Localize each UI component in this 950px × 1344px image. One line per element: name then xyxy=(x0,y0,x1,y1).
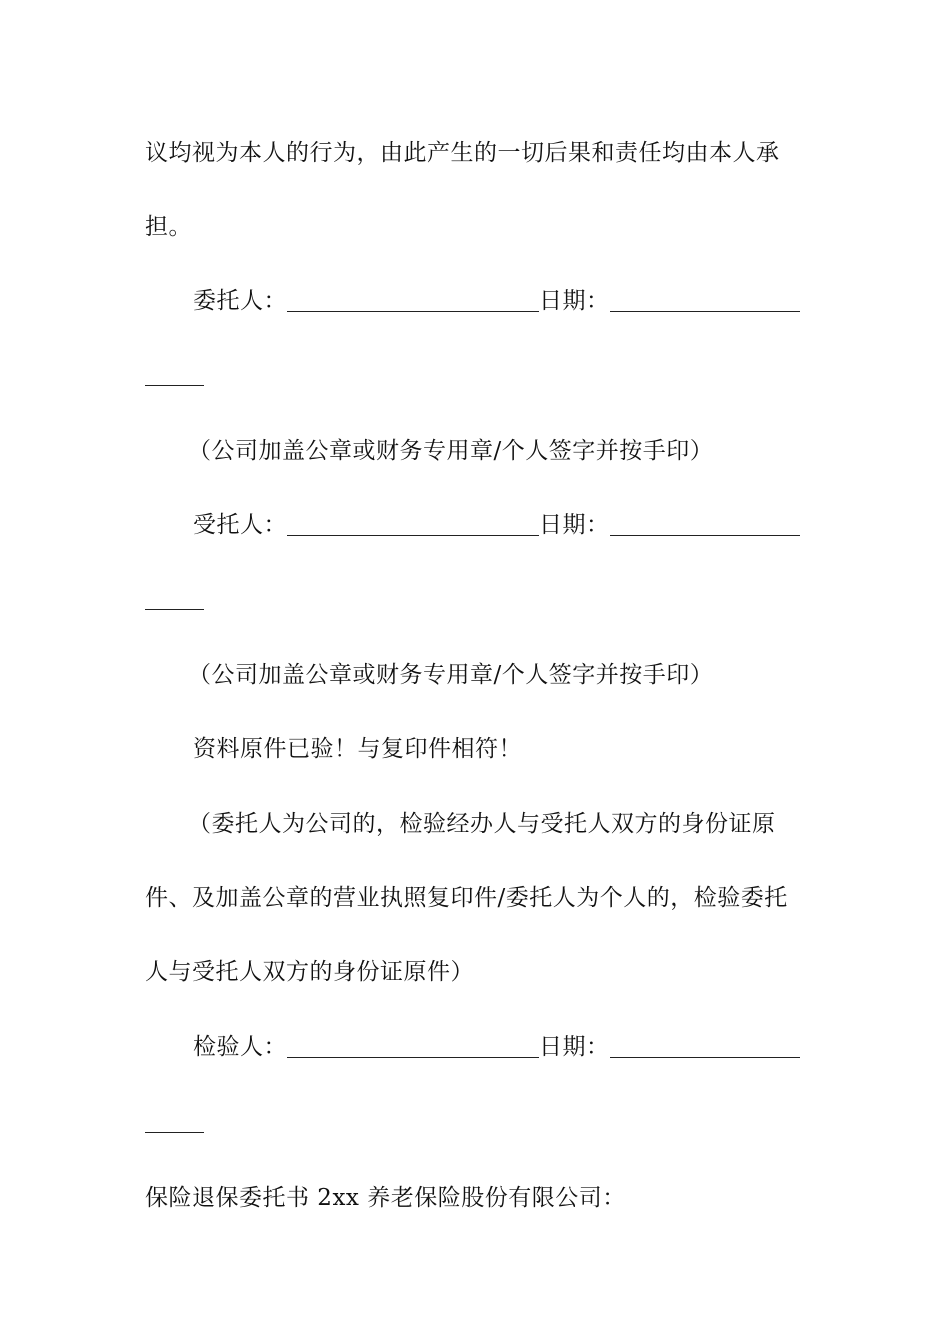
paragraph-line: 议均视为本人的行为，由此产生的一切后果和责任均由本人承 xyxy=(145,140,780,166)
seal-note: （公司加盖公章或财务专用章/个人签字并按手印） xyxy=(188,438,714,464)
client-date-blank[interactable] xyxy=(610,291,800,312)
agent-label: 受托人： xyxy=(193,512,287,538)
agent-signature-row xyxy=(193,510,873,540)
verification-note: 件、及加盖公章的营业执照复印件/委托人为个人的，检验委托 xyxy=(145,885,788,911)
inspector-date-label: 日期： xyxy=(539,1034,610,1060)
inspector-signature-blank[interactable] xyxy=(287,1037,539,1058)
inspector-date-blank-continuation xyxy=(145,1132,204,1134)
paragraph-line: 担。 xyxy=(145,214,192,240)
seal-note: （公司加盖公章或财务专用章/个人签字并按手印） xyxy=(188,662,714,688)
verification-note: 人与受托人双方的身份证原件） xyxy=(145,959,474,985)
client-label: 委托人： xyxy=(193,288,287,314)
inspector-date-blank[interactable] xyxy=(610,1037,800,1058)
agent-date-blank[interactable] xyxy=(610,515,800,536)
inspector-signature-row xyxy=(193,1032,873,1062)
client-date-label: 日期： xyxy=(539,288,610,314)
agent-date-blank-continuation xyxy=(145,609,204,611)
verification-note: （委托人为公司的，检验经办人与受托人双方的身份证原 xyxy=(188,811,776,837)
agent-date-label: 日期： xyxy=(539,512,610,538)
next-document-title: 保险退保委托书 2xx 养老保险股份有限公司： xyxy=(145,1185,626,1211)
verified-statement: 资料原件已验！与复印件相符！ xyxy=(193,736,522,762)
agent-signature-blank[interactable] xyxy=(287,515,539,536)
client-signature-blank[interactable] xyxy=(287,291,539,312)
client-signature-row xyxy=(193,286,873,316)
inspector-label: 检验人： xyxy=(193,1034,287,1060)
client-date-blank-continuation xyxy=(145,385,204,387)
